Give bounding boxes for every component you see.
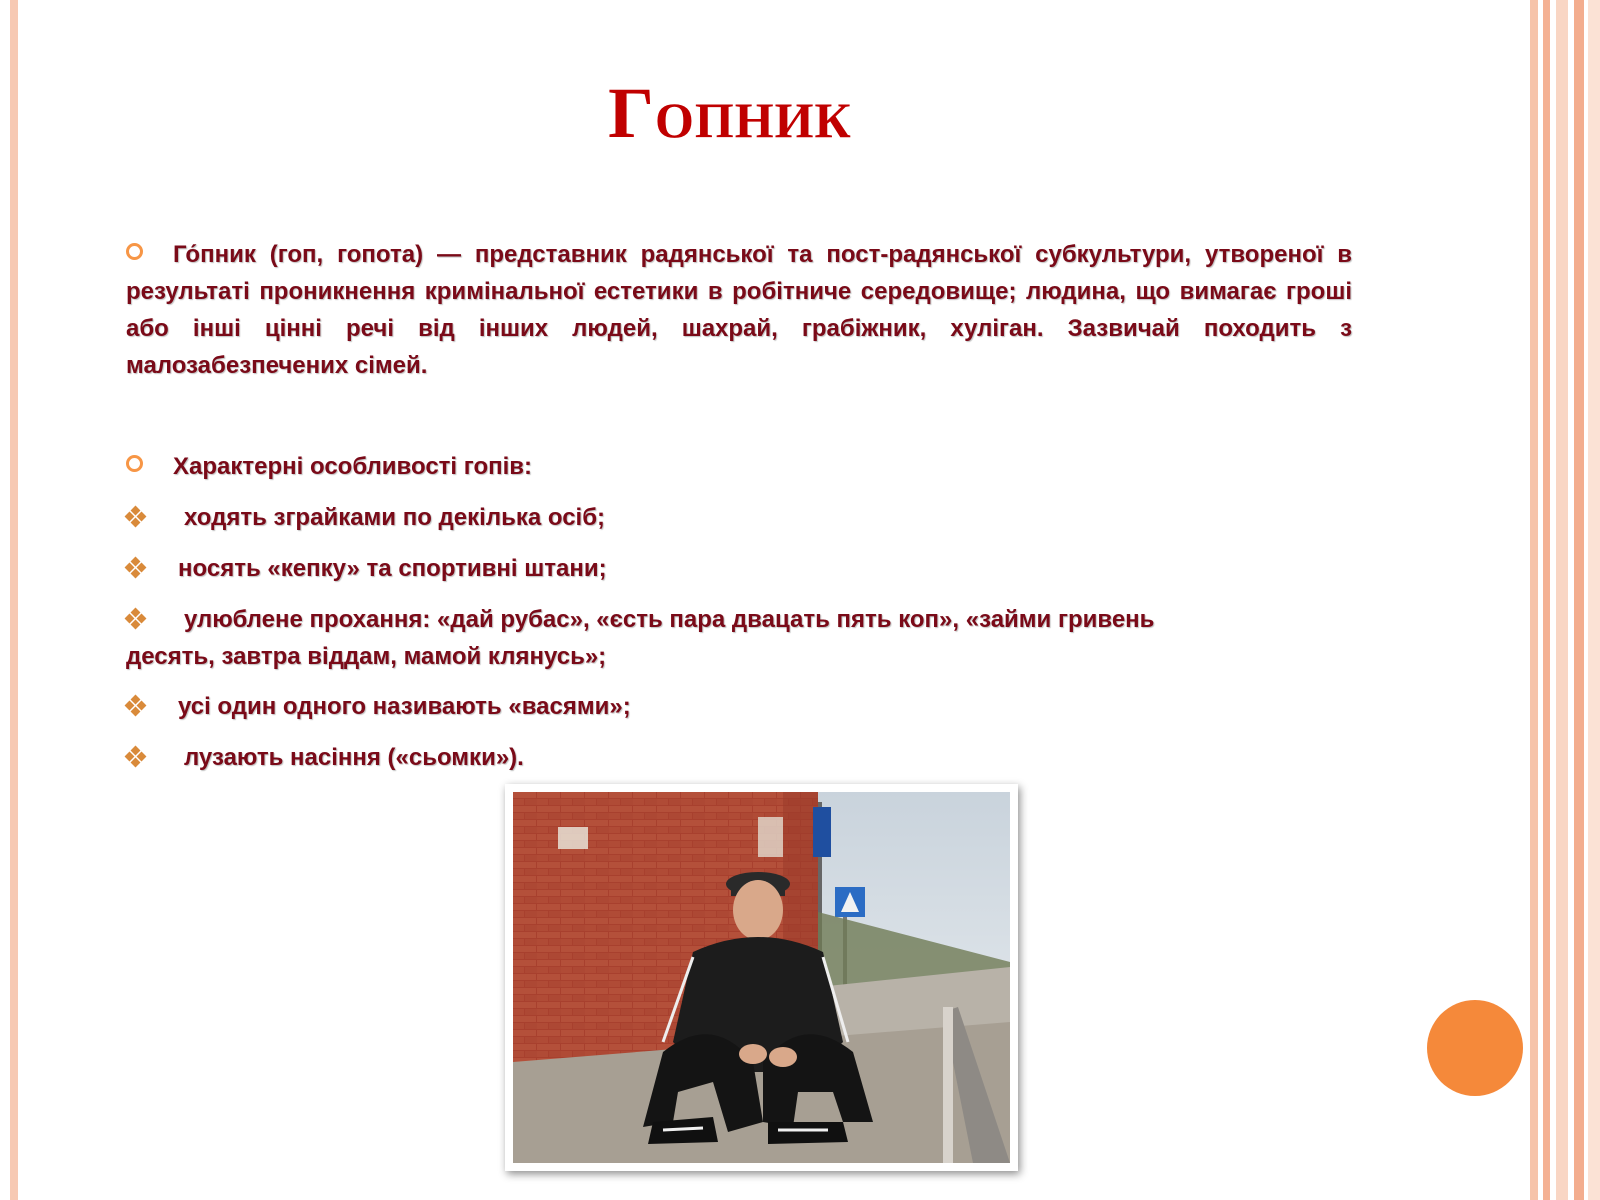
gopnik-photo-illustration	[513, 792, 1010, 1163]
right-border-stripe	[1543, 0, 1550, 1200]
feature-text: лузають насіння («сьомки»).	[184, 744, 524, 771]
right-border-stripe	[1588, 0, 1600, 1200]
diamond-bullet-icon	[126, 747, 146, 767]
ring-bullet-icon	[126, 455, 143, 472]
feature-text: ходять зграйками по декілька осіб;	[184, 504, 606, 531]
diamond-bullet-icon	[126, 609, 146, 629]
feature-item	[126, 744, 524, 772]
feature-item	[126, 693, 631, 721]
definition-text: Го́пник (гоп, гопота) — представник радянської та пост-радянської субкультури, утвореної в результаті проникнення кримінальної естетики в робітниче середовище; людина, що вимагає гроші або інші цінні речі від інших людей, шахрай, грабіжник, хуліган. Зазвичай походить з малозабезпечених сімей.	[126, 241, 1352, 379]
decorative-orange-circle	[1427, 1000, 1523, 1096]
diamond-bullet-icon	[126, 558, 146, 578]
photo-frame	[505, 784, 1018, 1171]
feature-item-continuation: десять, завтра віддам, мамой клянусь»;	[126, 643, 607, 670]
ring-bullet-icon	[126, 243, 143, 260]
definition-paragraph	[126, 236, 1352, 384]
slide-title: Гопник	[608, 73, 852, 153]
feature-item	[126, 606, 1154, 634]
right-border-stripe	[1556, 0, 1568, 1200]
gopnik-photo	[513, 792, 1010, 1163]
right-border-stripe	[1530, 0, 1538, 1200]
feature-item	[126, 555, 607, 583]
features-heading	[126, 453, 532, 481]
right-border-stripe	[1574, 0, 1584, 1200]
feature-text: носять «кепку» та спортивні штани;	[178, 555, 607, 582]
feature-text: улюблене прохання: «дай рубас», «єсть пара двацать пять коп», «займи гривень	[184, 606, 1155, 633]
feature-item	[126, 504, 605, 532]
diamond-bullet-icon	[126, 507, 146, 527]
feature-text: усі один одного називають «васями»;	[178, 693, 631, 720]
diamond-bullet-icon	[126, 696, 146, 716]
left-border-stripe	[10, 0, 18, 1200]
features-heading-text: Характерні особливості гопів:	[173, 453, 533, 480]
